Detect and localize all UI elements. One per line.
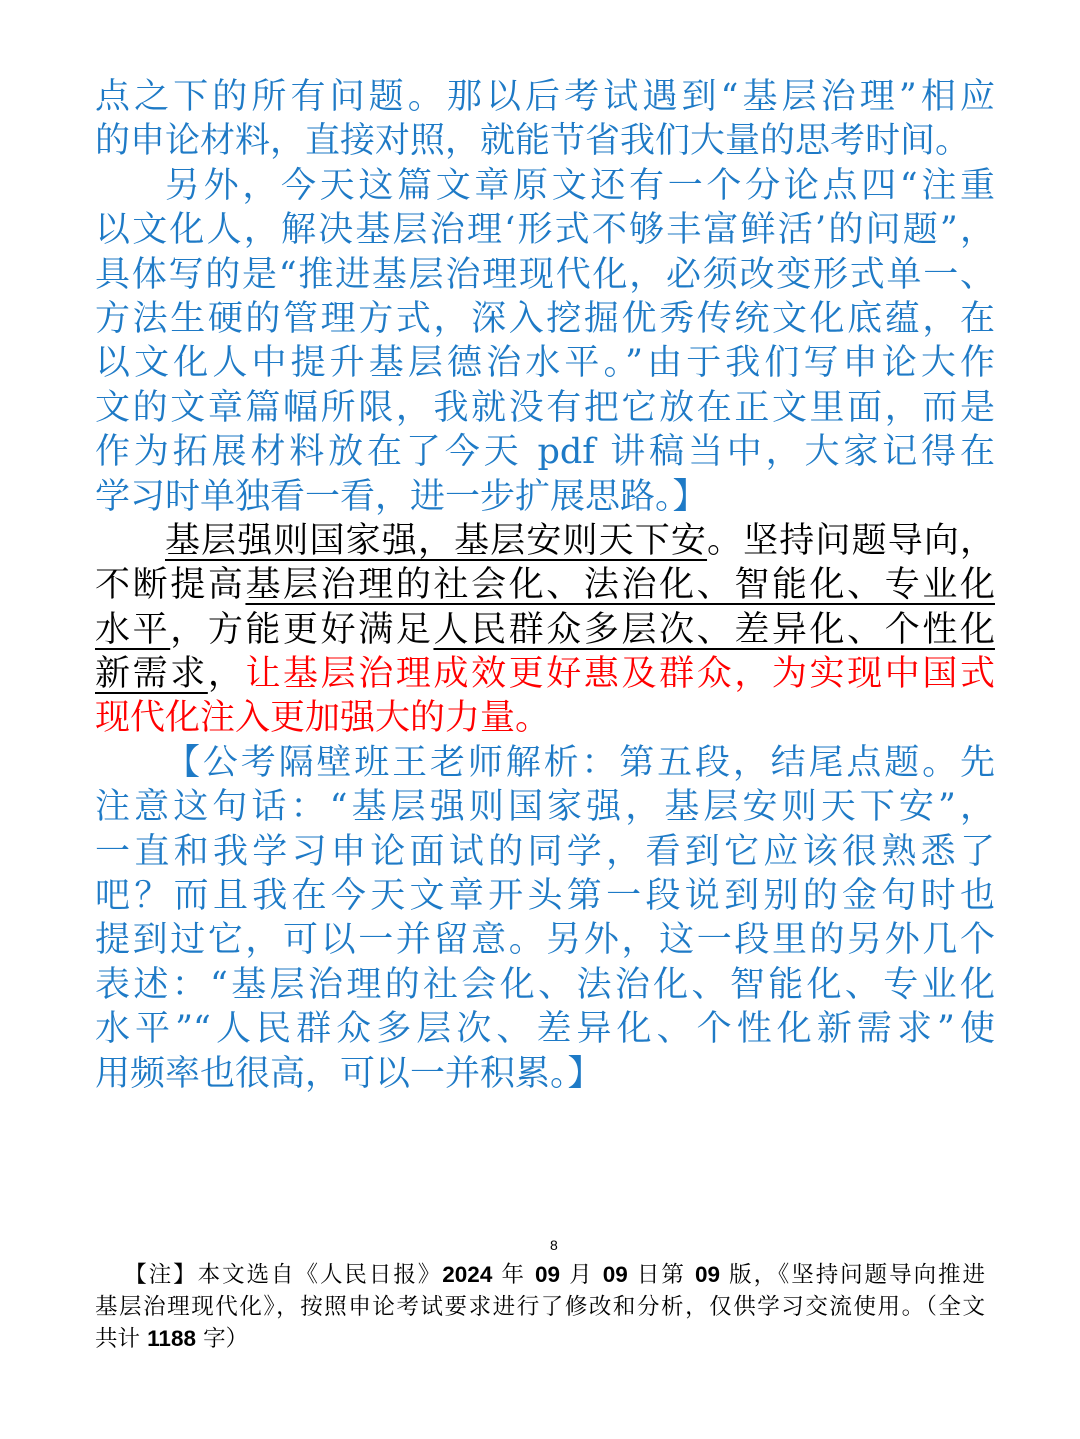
analysis-blue-text: 点之下的所有问题。那以后考试遇到“基层治理”相应	[95, 77, 995, 117]
analysis-blue-text: 学习时单独看一看，进一步扩展思路。】	[95, 476, 708, 517]
analysis-blue-text: 另外，今天这篇文章原文还有一个分论点四“注重	[165, 165, 995, 206]
footnote-line	[95, 1259, 985, 1291]
footnote	[95, 1259, 985, 1355]
analysis-blue-text: 表述：“基层治理的社会化、法治化、智能化、专业化	[95, 964, 995, 1005]
text-run: 基层治理现代化》，按照申论考试要求进行了修改和分析，仅供学习交流使用。（全文	[95, 1294, 985, 1320]
footnote-line	[95, 1323, 985, 1355]
body-line	[95, 563, 995, 607]
number-run: 09	[694, 1262, 720, 1287]
analysis-blue-text: 水平”“人民群众多层次、差异化、个性化新需求”使	[95, 1009, 995, 1050]
body-line	[95, 475, 995, 519]
body-line	[95, 1007, 995, 1051]
underlined-key-phrase: 基层治理的社会化、法治化、智能化、专业化	[245, 565, 995, 606]
text-run: 【注】本文选自《人民日报》	[124, 1262, 443, 1288]
text-run: 共计	[95, 1326, 148, 1352]
text-run: 字）	[195, 1326, 249, 1352]
body-line	[95, 1052, 995, 1096]
text-run: 不断提高	[95, 565, 246, 606]
underlined-key-phrase: 水平	[95, 609, 171, 650]
body-line	[95, 386, 995, 430]
analysis-blue-text: 方法生硬的管理方式，深入挖掘优秀传统文化底蕴，在	[95, 298, 995, 339]
text-run: 。坚持问题导向，	[707, 520, 995, 561]
underlined-key-phrase: 基层强则国家强，基层安则天下安	[165, 520, 708, 561]
body-line	[95, 963, 995, 1007]
analysis-blue-text: 吧？而且我在今天文章开头第一段说到别的金句时也	[95, 876, 995, 917]
text-run: 年	[492, 1262, 536, 1288]
page-number: 8	[550, 1237, 558, 1253]
analysis-blue-text: 一直和我学习申论面试的同学，看到它应该很熟悉了	[95, 831, 995, 872]
text-run: ，	[207, 654, 246, 695]
number-run: 2024	[442, 1262, 493, 1287]
emphasis-red-text: 让基层治理成效更好惠及群众，为实现中国式	[245, 654, 995, 695]
analysis-blue-text: 提到过它，可以一并留意。另外，这一段里的另外几个	[95, 920, 995, 961]
body-line	[95, 119, 995, 163]
emphasis-red-text: 现代化注入更加强大的力量。	[95, 698, 551, 739]
analysis-blue-text: 具体写的是“推进基层治理现代化，必须改变形式单一、	[95, 254, 995, 295]
analysis-blue-text: 作为拓展材料放在了今天 pdf 讲稿当中，大家记得在	[95, 432, 995, 473]
analysis-blue-text: 的申论材料，直接对照，就能节省我们大量的思考时间。	[95, 121, 971, 162]
body-line	[95, 652, 995, 696]
body-line	[95, 874, 995, 918]
underlined-key-phrase: 人民群众多层次、差异化、个性化	[433, 609, 995, 650]
analysis-blue-text: 文的文章篇幅所限，我就没有把它放在正文里面，而是	[95, 387, 995, 428]
footnote-line	[95, 1291, 985, 1323]
body-line	[95, 785, 995, 829]
analysis-blue-text: 【公考隔壁班王老师解析：第五段，结尾点题。先	[165, 742, 995, 783]
underlined-key-phrase: 新需求	[95, 654, 208, 695]
body-line	[95, 208, 995, 252]
number-run: 1188	[147, 1326, 196, 1351]
body-line	[95, 297, 995, 341]
number-run: 09	[602, 1262, 628, 1287]
text-run: 版，《坚持问题导向推进	[720, 1262, 985, 1288]
body-line	[95, 519, 995, 563]
text-run: 日第	[627, 1262, 695, 1288]
body-line	[95, 75, 995, 119]
analysis-blue-text: 以文化人，解决基层治理‘形式不够丰富鲜活’的问题”，	[95, 210, 995, 251]
body-line	[95, 830, 995, 874]
body-line	[95, 918, 995, 962]
body-text	[95, 75, 995, 1096]
text-run: 月	[560, 1262, 603, 1288]
text-run: ，方能更好满足	[170, 609, 434, 650]
analysis-blue-text: 以文化人中提升基层德治水平。”由于我们写申论大作	[95, 343, 995, 384]
analysis-blue-text: 注意这句话：“基层强则国家强，基层安则天下安”，	[95, 787, 995, 828]
body-line	[95, 696, 995, 740]
body-line	[95, 741, 995, 785]
body-line	[95, 164, 995, 208]
analysis-blue-text: 用频率也很高，可以一并积累。】	[95, 1053, 603, 1094]
body-line	[95, 253, 995, 297]
body-line	[95, 341, 995, 385]
number-run: 09	[535, 1262, 561, 1287]
body-line	[95, 430, 995, 474]
body-line	[95, 608, 995, 652]
